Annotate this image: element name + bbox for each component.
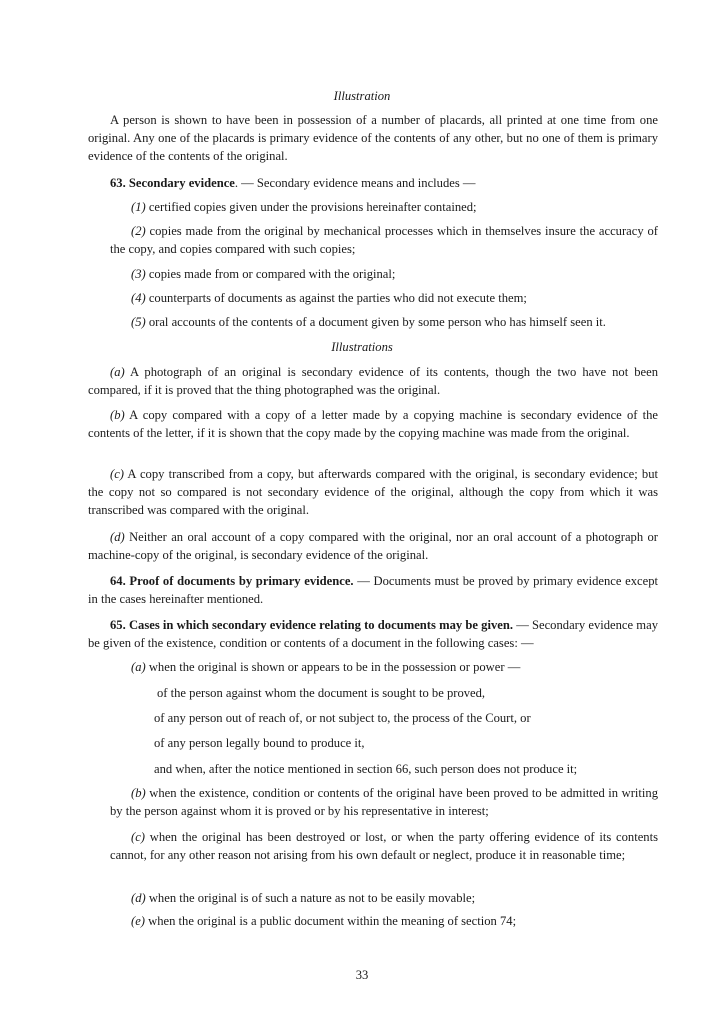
s65-clause-e [131,912,658,930]
section-64-paragraph [88,572,658,608]
section-65-text: — Secondary evidence may be given of the existence, condition or contents of a document in the following cases: — [88,618,658,650]
illustration-d-label: (d) [110,530,125,544]
s65-clause-e-label: (e) [131,914,145,928]
illustration-b-text: A copy compared with a copy of a letter made by a copying machine is secondary evidence of the contents of the letter, if it is shown that the copy made by the copying machine was made from the original. [88,408,658,440]
s63-item-2 [110,222,658,258]
s63-item-3-number: (3) [131,267,146,281]
illustration-d [88,528,658,564]
placards-illustration-paragraph: A person is shown to have been in possession of a number of placards, all printed at one time from one original. Any one of the placards is primary evidence of the contents of any other, but no one of them is primary evidence of the contents of the original. [88,113,658,163]
illustration-a-label: (a) [110,365,125,379]
section-64-heading: 64. Proof of documents by primary evidence. [110,574,354,588]
illustrations-heading: Illustrations [331,340,393,354]
s63-item-4 [131,289,658,307]
s63-item-3-text: copies made from or compared with the original; [145,267,396,281]
s65-clause-a-sub-1: of the person against whom the document is sought to be proved, [157,686,486,700]
s63-item-1-text: certified copies given under the provisions hereinafter contained; [145,200,477,214]
s65-clause-a-label: (a) [131,660,146,674]
s65-clause-e-text: when the original is a public document within the meaning of section 74; [144,914,517,928]
section-64-text: — Documents must be proved by primary evidence except in the cases hereinafter mentioned. [88,574,658,606]
s65-clause-b-label: (b) [131,786,146,800]
s63-item-5-text: oral accounts of the contents of a document given by some person who has himself seen it. [145,315,606,329]
s63-item-1 [131,198,658,216]
s65-clause-a-sub-4: and when, after the notice mentioned in section 66, such person does not produce it; [154,762,578,776]
s65-clause-b-text: when the existence, condition or contents of the original have been proved to be admitted in writing by the person against whom it is proved or by his representative in interest; [110,786,658,818]
s65-clause-d-label: (d) [131,891,146,905]
s65-clause-d-text: when the original is of such a nature as not to be easily movable; [145,891,476,905]
s65-clause-c-text: when the original has been destroyed or lost, or when the party offering evidence of its contents cannot, for any other reason not arising from his own default or neglect, produce it in reasonable time; [110,830,658,862]
illustration-a-text: A photograph of an original is secondary evidence of its contents, though the two have not been compared, if it is proved that the thing photographed was the original. [88,365,658,397]
section-65-paragraph [88,616,658,652]
s63-item-4-number: (4) [131,291,146,305]
s63-item-5-number: (5) [131,315,146,329]
s63-item-2-text: copies made from the original by mechanical processes which in themselves insure the accuracy of the copy, and copies compared with such copies; [110,224,658,256]
s65-clause-a-sub-2: of any person out of reach of, or not subject to, the process of the Court, or [154,711,531,725]
s63-item-4-text: counterparts of documents as against the parties who did not execute them; [145,291,527,305]
s65-clause-d [131,889,658,907]
s65-clause-b [110,784,658,820]
illustration-c-text: A copy transcribed from a copy, but afterwards compared with the original, is secondary evidence; but the copy not so compared is not secondary evidence of the original, although the copy from which it was transcribed was compared with the original. [88,467,658,517]
s63-item-2-number: (2) [131,224,146,238]
illustration-b-label: (b) [110,408,125,422]
section-63-paragraph [110,174,658,192]
s65-clause-a-sub-3: of any person legally bound to produce it, [154,736,365,750]
s63-item-5 [131,313,658,331]
s65-clause-a [131,658,658,676]
section-63-heading: 63. Secondary evidence [110,176,235,190]
s63-item-1-number: (1) [131,200,146,214]
s63-item-3 [131,265,658,283]
illustration-c [88,465,658,519]
s65-clause-c-label: (c) [131,830,145,844]
illustration-b [88,406,658,442]
s65-clause-c [110,828,658,864]
page-number: 33 [355,968,369,982]
illustration-a [88,363,658,399]
illustration-c-label: (c) [110,467,124,481]
section-65-heading: 65. Cases in which secondary evidence relating to documents may be given. [110,618,513,632]
s65-clause-a-text: when the original is shown or appears to be in the possession or power — [145,660,521,674]
illustration-heading: Illustration [333,89,391,103]
section-63-intro: . — Secondary evidence means and includes — [234,176,476,190]
illustration-d-text: Neither an oral account of a copy compared with the original, nor an oral account of a photograph or machine-copy of the original, is secondary evidence of the original. [88,530,658,562]
